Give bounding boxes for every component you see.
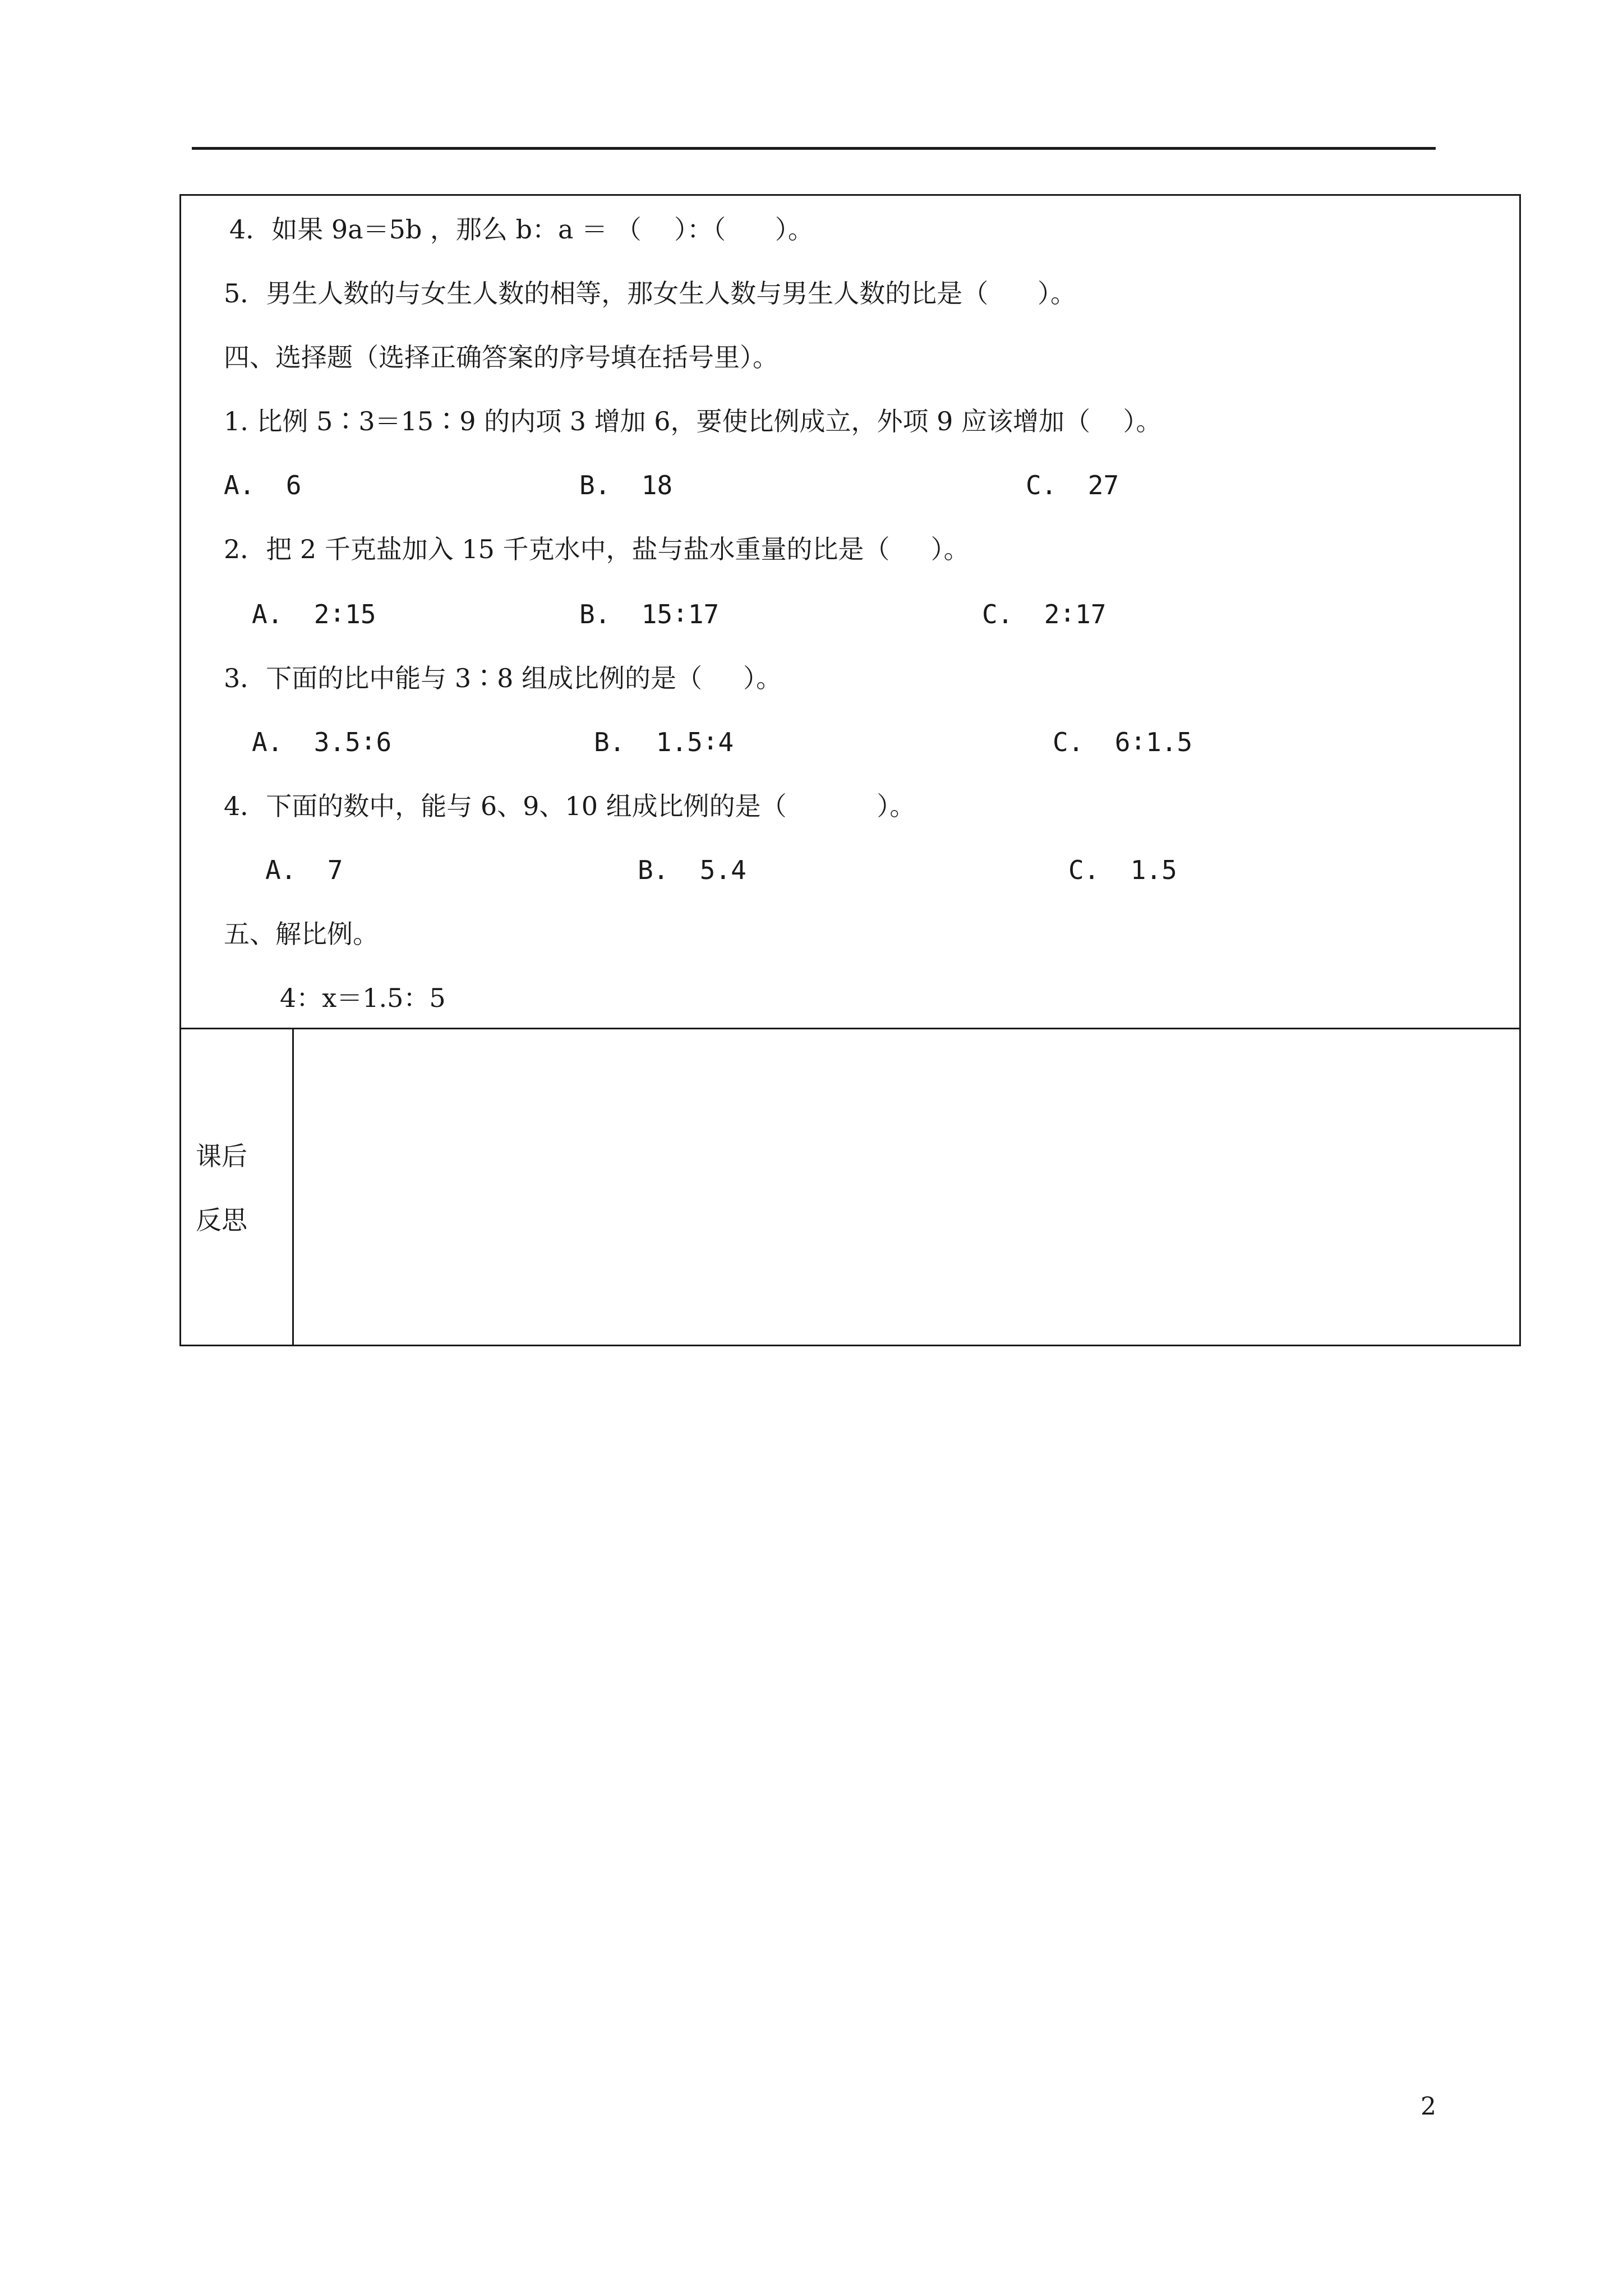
choice-question-4: 4．下面的数中，能与 6、9、10 组成比例的是（ ）。: [224, 791, 916, 821]
fill-in-question-5: 5．男生人数的与女生人数的相等，那女生人数与男生人数的比是（ ）。: [224, 278, 1076, 309]
choice-1-option-c: C. 27: [1026, 470, 1119, 500]
section-5-title: 五、解比例。: [224, 919, 379, 949]
reflection-label-line-2: 反思: [196, 1205, 247, 1235]
choice-4-option-c: C. 1.5: [1068, 855, 1177, 885]
reflection-answer-area[interactable]: [294, 1029, 1519, 1345]
choice-4-option-b: B. 5.4: [638, 855, 746, 885]
choice-3-option-a: A. 3.5∶6: [252, 727, 392, 757]
choice-3-option-b: B. 1.5∶4: [594, 727, 734, 757]
choice-3-option-c: C. 6∶1.5: [1053, 727, 1193, 757]
choice-question-1: 1. 比例 5∶3＝15∶9 的内项 3 增加 6，要使比例成立，外项 9 应该增加（ ）。: [224, 406, 1162, 436]
page-number: 2: [1421, 2092, 1436, 2121]
worksheet-table: [179, 194, 1521, 1346]
choice-2-option-b: B. 15∶17: [579, 599, 720, 629]
choice-4-option-a: A. 7: [265, 855, 343, 885]
choice-question-2: 2．把 2 千克盐加入 15 千克水中，盐与盐水重量的比是（ ）。: [224, 534, 970, 564]
choice-1-option-a: A. 6: [224, 470, 302, 500]
choice-1-option-b: B. 18: [579, 470, 673, 500]
choice-question-3: 3．下面的比中能与 3∶8 组成比例的是（ ）。: [224, 663, 782, 693]
fill-in-question-4: 4．如果 9a＝5b ，那么 b：a ＝ （ ）：（ ）。: [229, 214, 814, 245]
header-rule: [192, 147, 1436, 150]
section-4-title: 四、选择题（选择正确答案的序号填在括号里）。: [224, 342, 778, 372]
choice-2-option-c: C. 2∶17: [982, 599, 1106, 629]
choice-2-option-a: A. 2∶15: [252, 599, 376, 629]
reflection-label-line-1: 课后: [196, 1141, 247, 1171]
proportion-equation: 4：x＝1.5：5: [280, 983, 446, 1013]
